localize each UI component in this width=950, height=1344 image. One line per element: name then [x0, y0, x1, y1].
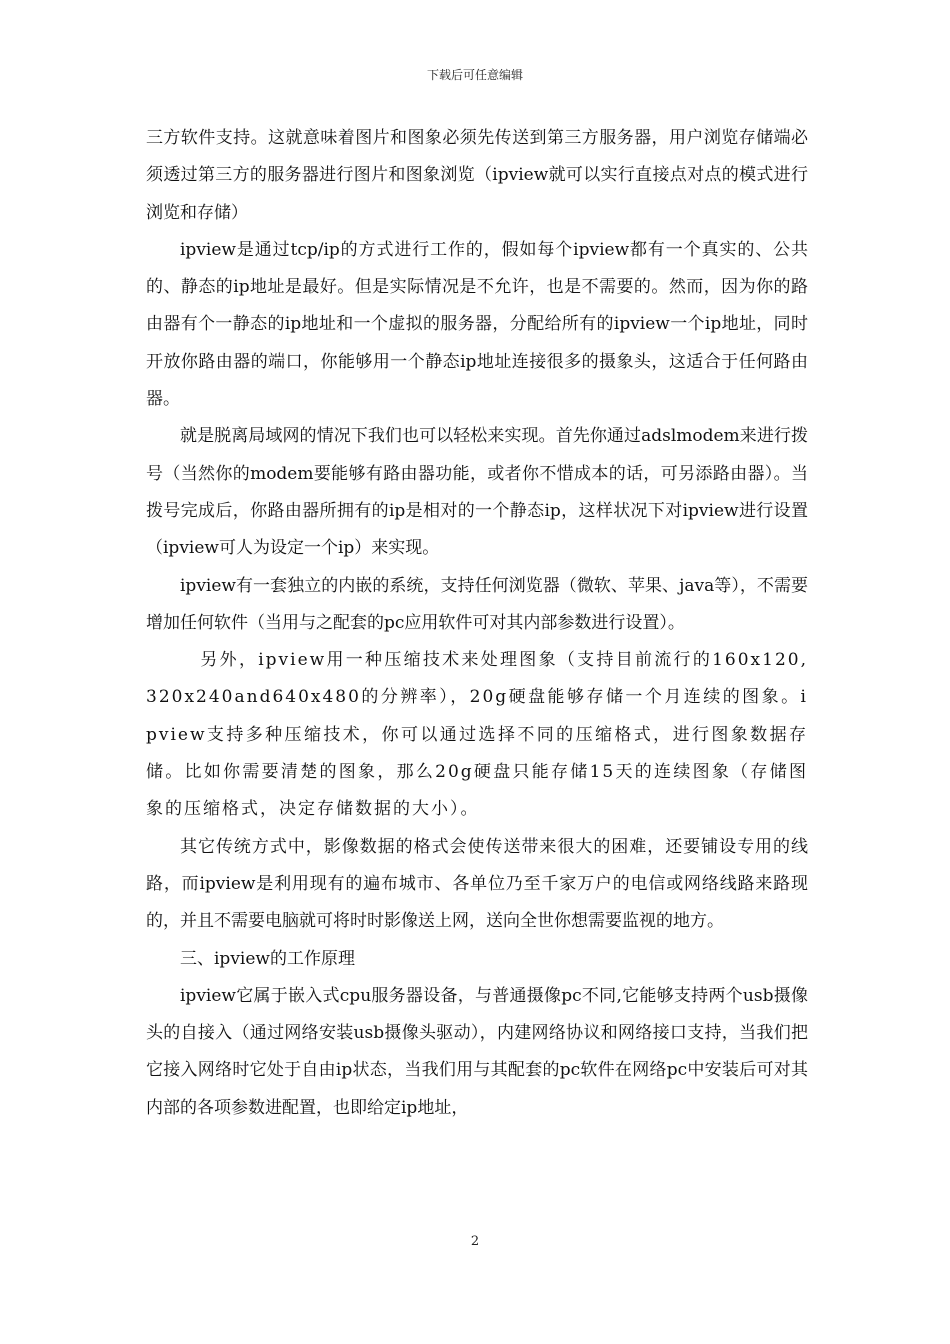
page-header: 下载后可任意编辑 [426, 68, 523, 82]
document-body [146, 120, 808, 1127]
page-number: 2 [470, 1234, 480, 1249]
paragraph-traditional-methods: 其它传统方式中，影像数据的格式会使传送带来很大的困难，还要铺设专用的线路，而ipview是利用现有的遍布城市、各单位乃至千家万户的电信或网络线路来路现的，并且不需要电脑就可将时时影像送上网，送向全世你想需要监视的地方。 [146, 836, 808, 932]
section-heading-working-principle: 三、ipview的工作原理 [180, 948, 355, 969]
paragraph-compression: 另外，ipview用一种压缩技术来处理图象（支持目前流行的160x120,320x240and640x480的分辨率），20g硬盘能够存储一个月连续的图象。ipview支持多种压缩技术，你可以通过选择不同的压缩格式，进行图象数据存储。比如你需要清楚的图象，那么20g硬盘只能存储15天的连续图象（存储图象的压缩格式，决定存储数据的大小）。 [146, 650, 808, 820]
paragraph-embedded-cpu: ipview它属于嵌入式cpu服务器设备，与普通摄像pc不同,它能够支持两个usb摄像头的自接入（通过网络安装usb摄像头驱动），内建网络协议和网络接口支持，当我们把它接入网络时它处于自由ip状态，当我们用与其配套的pc软件在网络pc中安装后可对其内部的各项参数进配置，也即给定ip地址， [146, 985, 808, 1118]
paragraph-tcp-ip: ipview是通过tcp/ip的方式进行工作的，假如每个ipview都有一个真实的、公共的、静态的ip地址是最好。但是实际情况是不允许，也是不需要的。然而，因为你的路由器有个一静态的ip地址和一个虚拟的服务器，分配给所有的ipview一个ip地址，同时开放你路由器的端口，你能够用一个静态ip地址连接很多的摄象头，这适合于任何路由器。 [146, 239, 808, 410]
paragraph-adsl-modem: 就是脱离局域网的情况下我们也可以轻松来实现。首先你通过adslmodem来进行拨号（当然你的modem要能够有路由器功能，或者你不惜成本的话，可另添路由器）。当拨号完成后，你路由器所拥有的ip是相对的一个静态ip，这样状况下对ipview进行设置（ipview可人为设定一个ip）来实现。 [146, 426, 808, 559]
paragraph-embedded-system: ipview有一套独立的内嵌的系统，支持任何浏览器（微软、苹果、java等），不需要增加任何软件（当用与之配套的pc应用软件可对其内部参数进行设置）。 [146, 575, 808, 633]
paragraph-third-party-support: 三方软件支持。这就意味着图片和图象必须先传送到第三方服务器，用户浏览存储端必须透过第三方的服务器进行图片和图象浏览（ipview就可以实行直接点对点的模式进行浏览和存储） [146, 128, 808, 223]
